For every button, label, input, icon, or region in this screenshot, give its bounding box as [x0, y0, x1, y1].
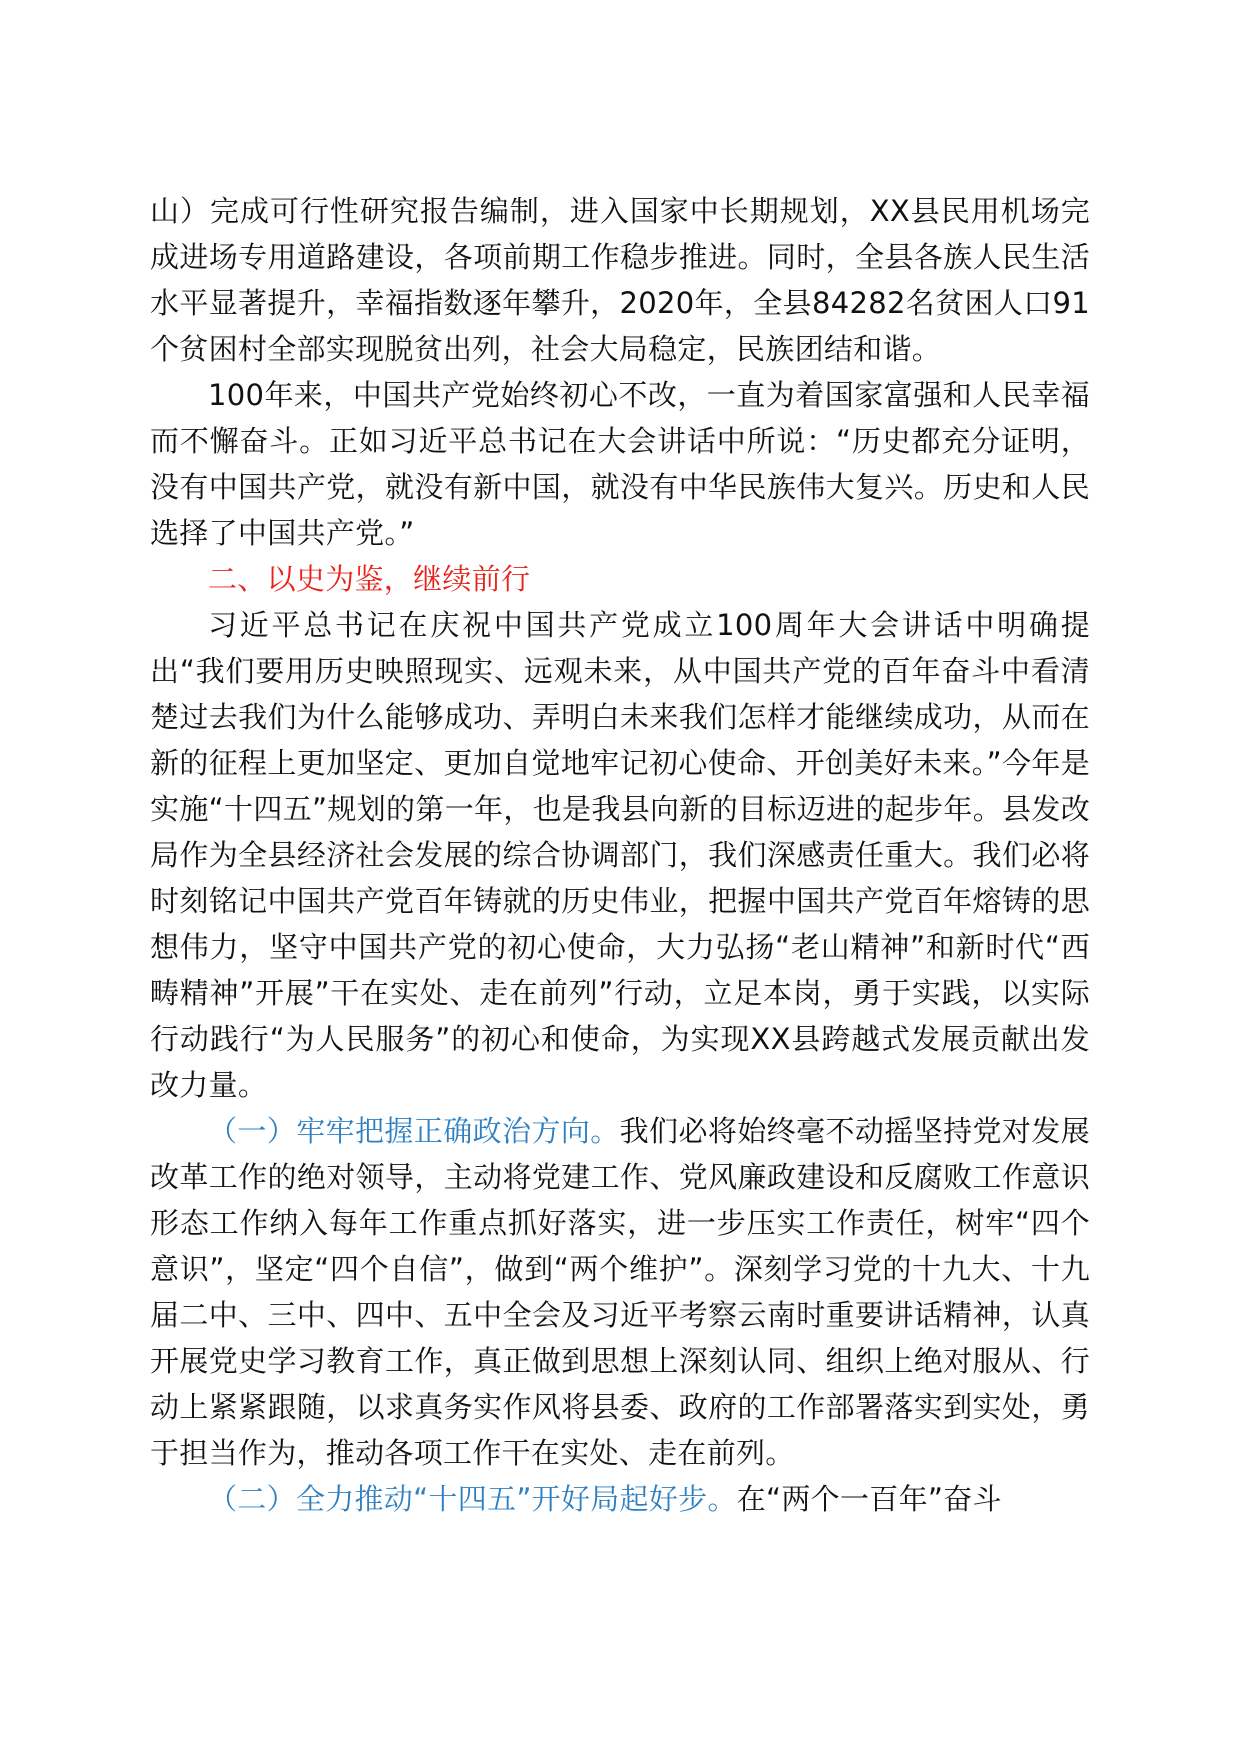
subheading-2: （二）全力推动“十四五”开好局起好步。 [208, 1482, 737, 1516]
section-heading-2: 二、以史为鉴，继续前行 [208, 562, 531, 596]
paragraph-speech-quote: 习近平总书记在庆祝中国共产党成立100周年大会讲话中明确提出“我们要用历史映照现实、远观未来，从中国共产党的百年奋斗中看清楚过去我们为什么能够成功、弄明白未来我们怎样才能继续成功，从而在新的征程上更加坚定、更加自觉地牢记初心使命、开创美好未来。”今年是实施“十四五”规划的第一年，也是我县向新的目标迈进的起步年。县发改局作为全县经济社会发展的综合协调部门，我们深感责任重大。我们必将时刻铭记中国共产党百年铸就的历史伟业，把握中国共产党百年熔铸的思想伟力，坚守中国共产党的初心使命，大力弘扬“老山精神”和新时代“西畴精神”开展”干在实处、走在前列”行动，立足本岗，勇于实践，以实际行动践行“为人民服务”的初心和使命，为实现XX县跨越式发展贡献出发改力量。 [150, 608, 1090, 1102]
paragraph-body-1: 我们必将始终毫不动摇坚持党对发展改革工作的绝对领导，主动将党建工作、党风廉政建设和反腐败工作意识形态工作纳入每年工作重点抓好落实，进一步压实工作责任，树牢“四个意识”，坚定“四个自信”，做到“两个维护”。深刻学习党的十九大、十九届二中、三中、四中、五中全会及习近平考察云南时重要讲话精神，认真开展党史学习教育工作，真正做到思想上深刻认同、组织上绝对服从、行动上紧紧跟随，以求真务实作风将县委、政府的工作部署落实到实处，勇于担当作为，推动各项工作干在实处、走在前列。 [150, 1114, 1091, 1470]
paragraph-continuation: 山）完成可行性研究报告编制，进入国家中长期规划，XX县民用机场完成进场专用道路建设，各项前期工作稳步推进。同时，全县各族人民生活水平显著提升，幸福指数逐年攀升，2020年，全县84282名贫困人口91个贫困村全部实现脱贫出列，社会大局稳定，民族团结和谐。 [150, 194, 1090, 366]
paragraph-political-direction [150, 1108, 1090, 1476]
paragraph-centennial: 100年来，中国共产党始终初心不改，一直为着国家富强和人民幸福而不懈奋斗。正如习近平总书记在大会讲话中所说：“历史都充分证明，没有中国共产党，就没有新中国，就没有中华民族伟大复兴。历史和人民选择了中国共产党。” [150, 378, 1090, 550]
paragraph-fourteenth-plan [150, 1476, 1090, 1522]
subheading-1: （一）牢牢把握正确政治方向。 [208, 1114, 620, 1148]
document-page [150, 188, 1090, 1522]
paragraph-body-2: 在“两个一百年”奋斗 [736, 1482, 1002, 1516]
